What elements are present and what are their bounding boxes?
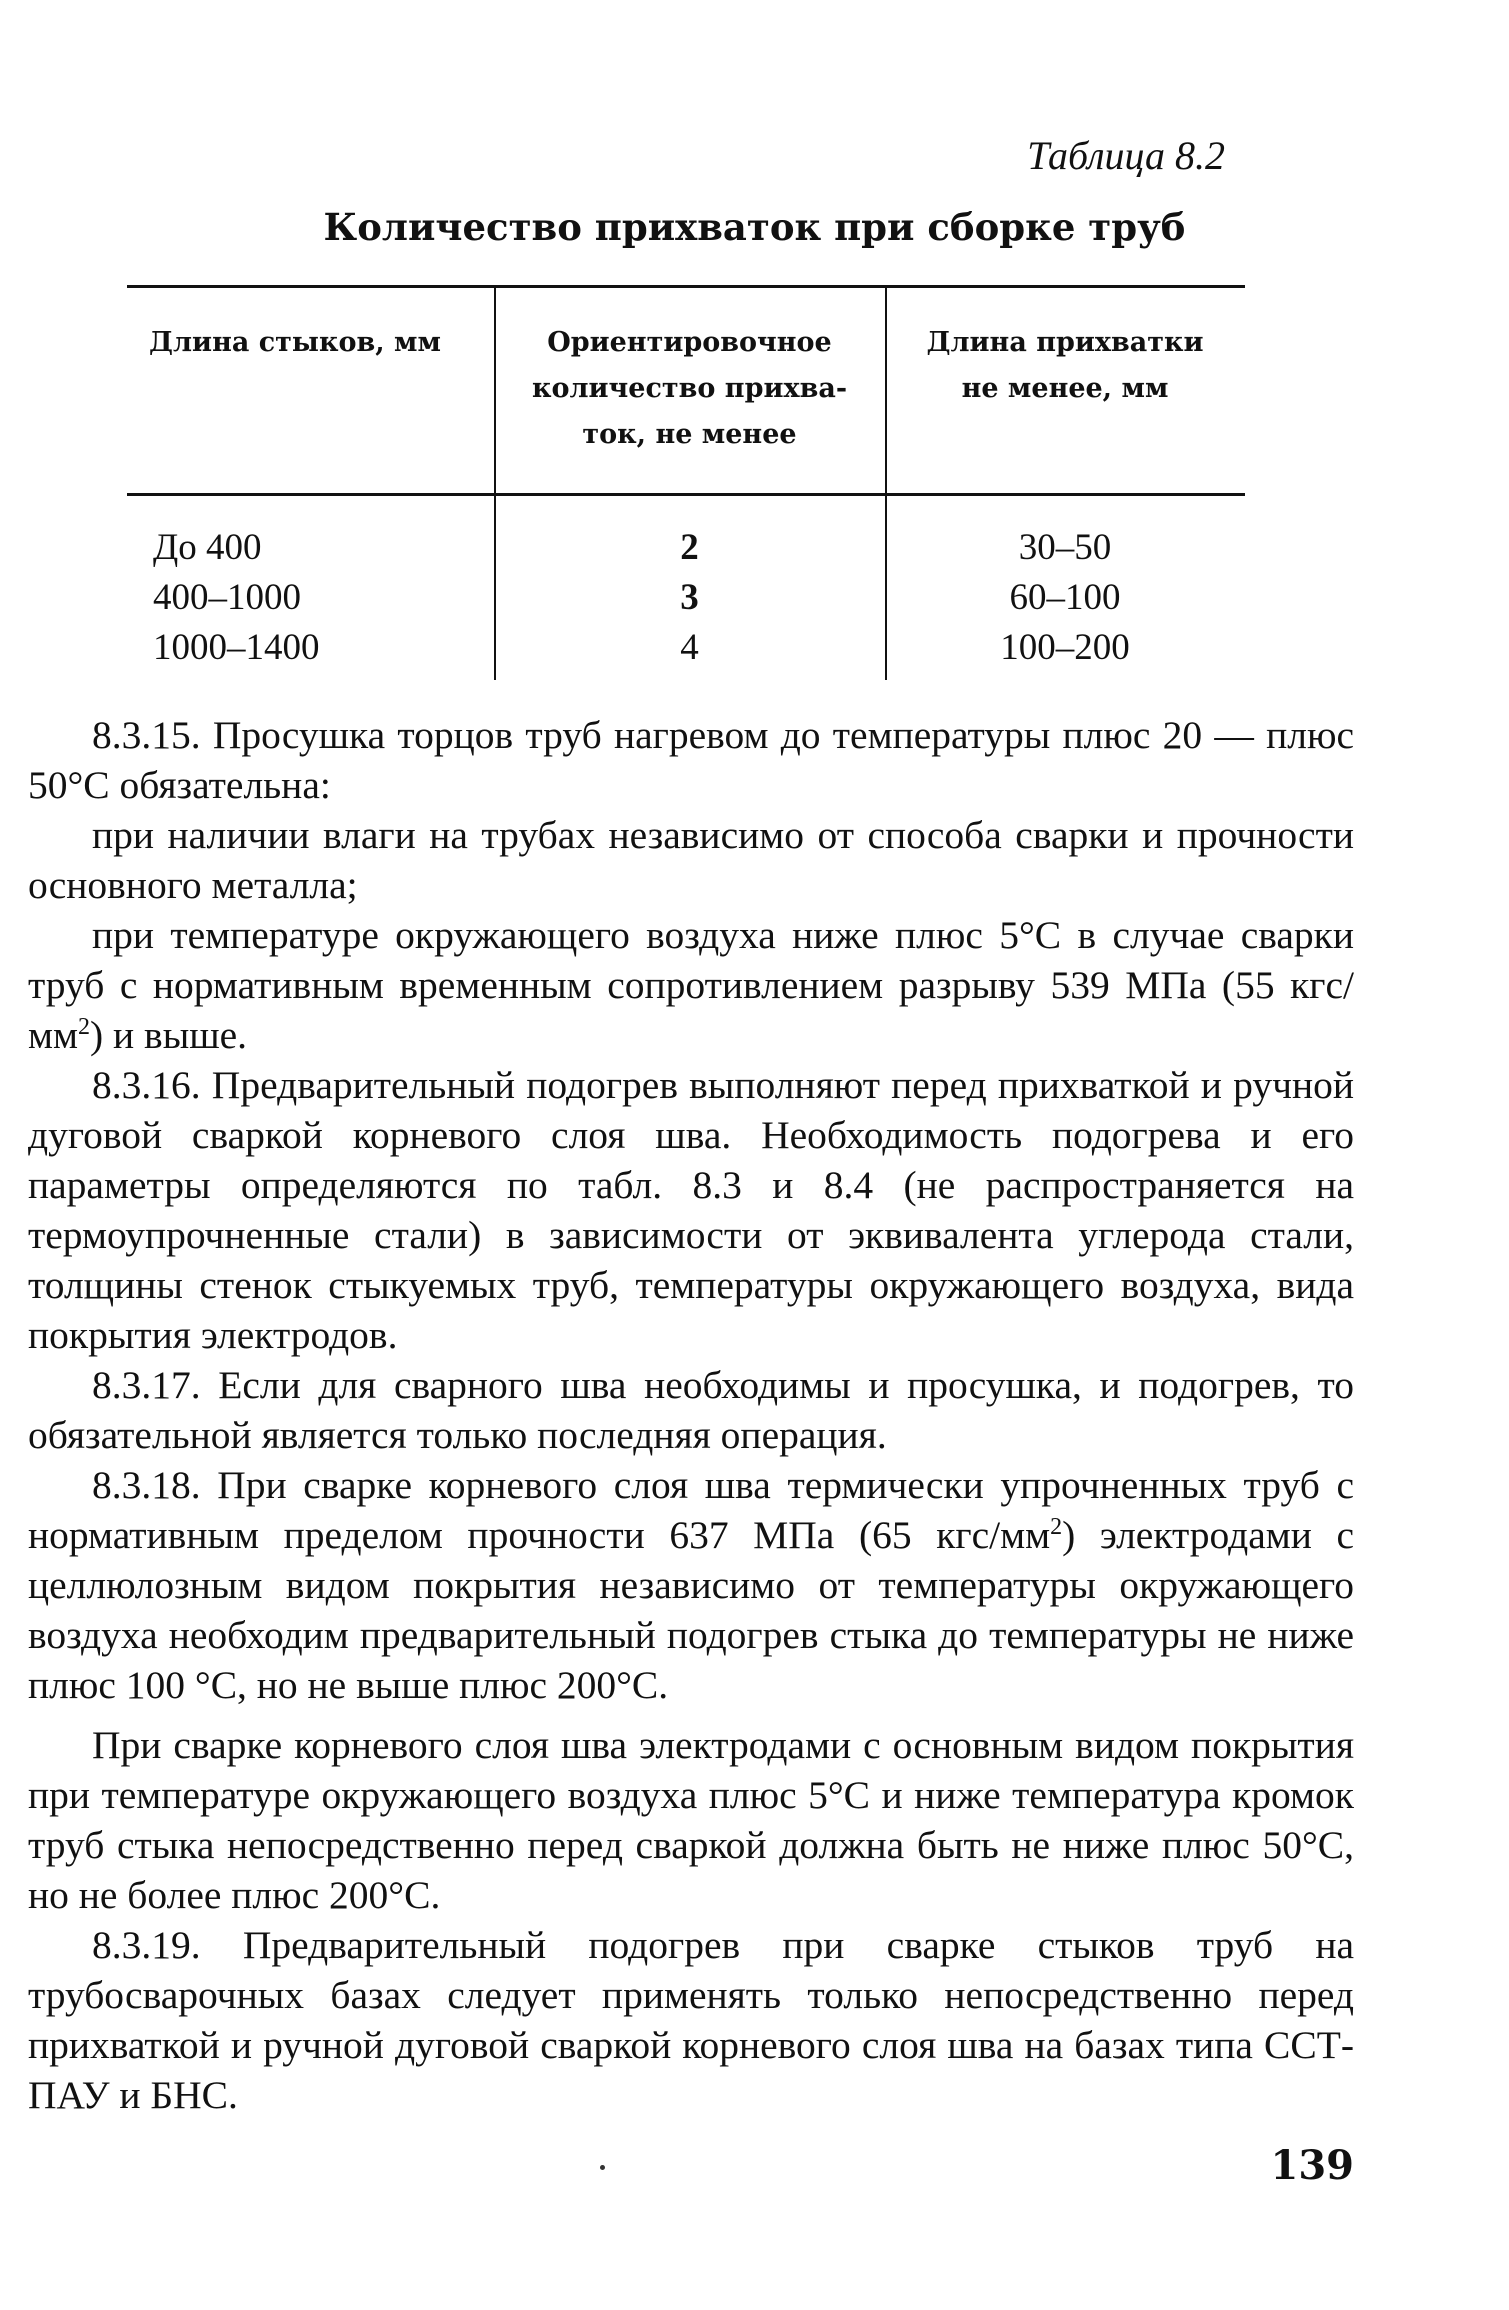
cell-tack-count: 3: [680, 577, 699, 618]
paragraph-8-3-17: 8.3.17. Если для сварного шва необходимы и просушка, и подогрев, то обязательной является только последняя операция.: [28, 1363, 1354, 1457]
table-body: [127, 523, 1245, 673]
cell-joint-length: 1000–1400: [153, 627, 320, 668]
cell-joint-length: 400–1000: [153, 577, 301, 618]
paragraph-moisture: при наличии влаги на трубах независимо от способа сварки и прочности основного металла;: [28, 813, 1354, 907]
print-speck: [600, 2165, 605, 2170]
page-number: 139: [1270, 2142, 1354, 2189]
paragraph-8-3-15: 8.3.15. Просушка торцов труб нагревом до температуры плюс 20 — плюс 50°С обязательна:: [28, 713, 1354, 807]
tack-welds-table: [127, 285, 1245, 680]
table-row: [127, 523, 1245, 573]
paragraph-basic-electrodes: При сварке корневого слоя шва электродами с основным видом покрытия при температуре окружающего воздуха плюс 5°С и ниже температура кромок труб стыка непосредственно перед сваркой должна быть не ниже плюс 50°С, но не более плюс 200°С.: [28, 1723, 1354, 1917]
cell-tack-length: 60–100: [1009, 577, 1121, 618]
table-row: [127, 573, 1245, 623]
header-tack-length: Длина прихватки не менее, мм: [926, 327, 1204, 404]
cell-joint-length: До 400: [153, 527, 262, 568]
paragraph-8-3-19: 8.3.19. Предварительный подогрев при сварке стыков труб на трубосварочных базах следует применять только непосредственно перед прихваткой и ручной дуговой сваркой корневого слоя шва на базах типа ССТ-ПАУ и БНС.: [28, 1923, 1354, 2117]
table-row: [127, 623, 1245, 673]
paragraph-low-temperature: при температуре окружающего воздуха ниже плюс 5°С в случае сварки труб с нормативным временным сопротивлением разрыву 539 МПа (55 кгс/$мм^2$) и выше.: [28, 913, 1354, 1057]
cell-tack-length: 30–50: [1018, 527, 1112, 568]
header-joint-length: Длина стыков, мм: [149, 327, 441, 358]
table-label: Таблица 8.2: [1027, 133, 1225, 178]
paragraph-8-3-16: 8.3.16. Предварительный подогрев выполняют перед прихваткой и ручной дуговой сваркой корневого слоя шва. Необходимость подогрева и его параметры определяются по табл. 8.3 и 8.4 (не распространяется на термоупрочненные стали) в зависимости от эквивалента углерода стали, толщины стенок стыкуемых труб, температуры окружающего воздуха, вида покрытия электродов.: [28, 1063, 1354, 1357]
table-title: Количество прихваток при сборке труб: [323, 205, 1186, 249]
body-text: [28, 710, 1354, 2120]
header-tack-count: Ориентировочное количество прихва- ток, не менее: [531, 327, 848, 450]
cell-tack-length: 100–200: [1000, 627, 1130, 668]
table-header-rule: [127, 493, 1245, 496]
cell-tack-count: 2: [680, 527, 699, 568]
cell-tack-count: 4: [680, 627, 699, 668]
paragraph-8-3-18: 8.3.18. При сварке корневого слоя шва термически упрочненных труб с нормативным пределом прочности 637 МПа (65 кгс/$мм^2$) электродами с целлюлозным видом покрытия независимо от температуры окружающего воздуха необходим предварительный подогрев стыка до температуры не ниже плюс 100 °С, но не выше плюс 200°С.: [28, 1463, 1354, 1707]
